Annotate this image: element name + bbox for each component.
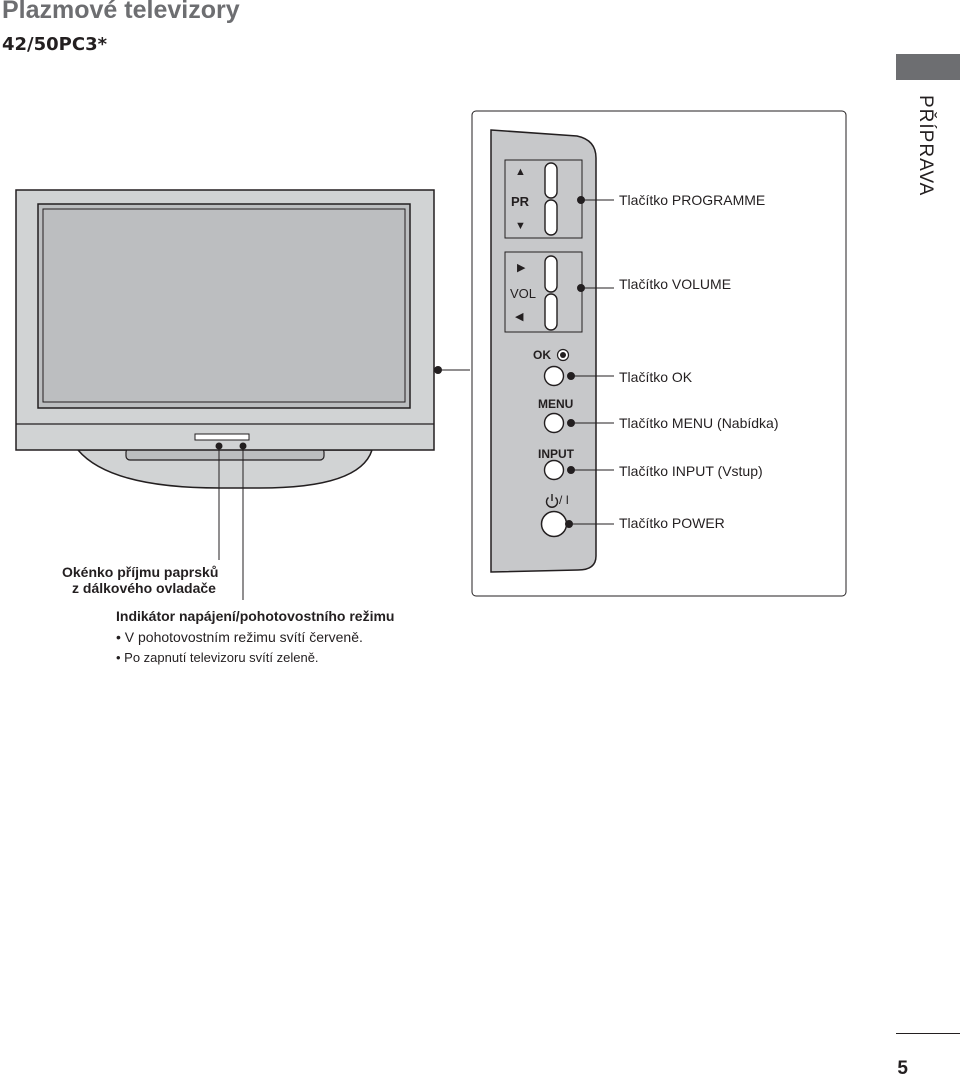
- footer-rule: [896, 1033, 960, 1034]
- callout-programme: Tlačítko PROGRAMME: [619, 192, 766, 208]
- indicator-title: Indikátor napájení/pohotovostního režimu: [116, 608, 395, 624]
- pr-down-button: [545, 200, 557, 235]
- pr-up-arrow: ▲: [515, 166, 526, 178]
- pr-label: PR: [511, 194, 530, 209]
- page-number: 5: [897, 1058, 908, 1079]
- menu-label: MENU: [538, 397, 574, 411]
- power-label: / I: [559, 493, 570, 507]
- callout-power: Tlačítko POWER: [619, 515, 725, 531]
- ok-label: OK: [533, 348, 551, 362]
- remote-window-label-line2: z dálkového ovladače: [72, 580, 216, 596]
- input-label: INPUT: [538, 447, 574, 461]
- vol-label: VOL: [510, 286, 537, 301]
- indicator-bullet-standby: • V pohotovostním režimu svítí červeně.: [116, 629, 363, 645]
- vol-right-arrow: ▶: [517, 262, 526, 274]
- callout-menu: Tlačítko MENU (Nabídka): [619, 415, 779, 431]
- tv-screen: [43, 209, 405, 402]
- pr-down-arrow: ▼: [515, 220, 526, 232]
- model-title: 42/50PC3*: [2, 34, 108, 55]
- sensor-strip: [195, 434, 249, 440]
- indicator-bullet-on: • Po zapnutí televizoru svítí zeleně.: [116, 650, 319, 665]
- callout-volume: Tlačítko VOLUME: [619, 276, 732, 292]
- callout-ok: Tlačítko OK: [619, 369, 693, 385]
- vol-up-button: [545, 256, 557, 292]
- menu-button: [545, 414, 564, 433]
- pr-up-button: [545, 163, 557, 198]
- vol-left-arrow: ◀: [515, 311, 524, 323]
- page-title: Plazmové televizory: [2, 0, 240, 24]
- callout-input: Tlačítko INPUT (Vstup): [619, 463, 763, 479]
- input-button: [545, 461, 564, 480]
- remote-window-label-line1: Okénko příjmu paprsků: [62, 564, 219, 580]
- vol-down-button: [545, 294, 557, 330]
- ok-button: [545, 367, 564, 386]
- section-label: PŘÍPRAVA: [915, 95, 936, 197]
- power-button: [542, 512, 567, 537]
